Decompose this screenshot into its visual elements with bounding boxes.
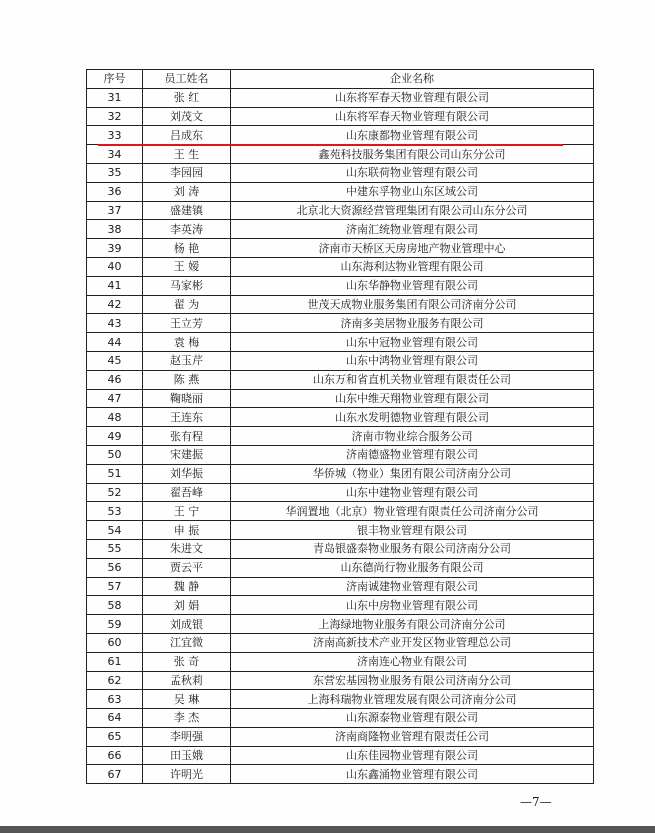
- table-row: [87, 163, 594, 182]
- cell-serial-no: 61: [87, 652, 143, 671]
- cell-employee-name: 张 红: [143, 88, 231, 107]
- cell-company-name: 济南连心物业有限公司: [231, 652, 594, 671]
- cell-company-name: 银丰物业管理有限公司: [231, 521, 594, 540]
- header-serial-no: 序号: [87, 70, 143, 89]
- cell-employee-name: 宋建振: [143, 445, 231, 464]
- table-row: [87, 727, 594, 746]
- table-row: [87, 671, 594, 690]
- cell-serial-no: 37: [87, 201, 143, 220]
- cell-serial-no: 44: [87, 333, 143, 352]
- table-row: [87, 539, 594, 558]
- cell-company-name: 山东佳园物业管理有限公司: [231, 746, 594, 765]
- page-number: —7—: [520, 795, 552, 809]
- cell-company-name: 山东中维天翔物业管理有限公司: [231, 389, 594, 408]
- table-row: [87, 389, 594, 408]
- cell-serial-no: 36: [87, 182, 143, 201]
- table-row: [87, 351, 594, 370]
- table-row: [87, 652, 594, 671]
- table-row: [87, 370, 594, 389]
- cell-serial-no: 48: [87, 408, 143, 427]
- cell-employee-name: 王 嫒: [143, 257, 231, 276]
- cell-company-name: 山东源泰物业管理有限公司: [231, 709, 594, 728]
- cell-company-name: 山东德尚行物业服务有限公司: [231, 558, 594, 577]
- cell-company-name: 济南汇统物业管理有限公司: [231, 220, 594, 239]
- table-row: [87, 257, 594, 276]
- cell-company-name: 上海科瑞物业管理发展有限公司济南分公司: [231, 690, 594, 709]
- table-row: [87, 107, 594, 126]
- cell-employee-name: 李 杰: [143, 709, 231, 728]
- table-row: [87, 464, 594, 483]
- cell-serial-no: 63: [87, 690, 143, 709]
- cell-employee-name: 张有程: [143, 427, 231, 446]
- cell-serial-no: 67: [87, 765, 143, 784]
- cell-company-name: 山东华静物业管理有限公司: [231, 276, 594, 295]
- table-row: [87, 765, 594, 784]
- cell-serial-no: 53: [87, 502, 143, 521]
- cell-serial-no: 39: [87, 239, 143, 258]
- cell-serial-no: 57: [87, 577, 143, 596]
- cell-serial-no: 31: [87, 88, 143, 107]
- cell-serial-no: 64: [87, 709, 143, 728]
- cell-serial-no: 52: [87, 483, 143, 502]
- table-row: [87, 408, 594, 427]
- cell-serial-no: 51: [87, 464, 143, 483]
- cell-company-name: 山东将军春天物业管理有限公司: [231, 107, 594, 126]
- cell-employee-name: 鞠晓丽: [143, 389, 231, 408]
- cell-company-name: 上海绿地物业服务有限公司济南分公司: [231, 615, 594, 634]
- cell-company-name: 青岛银盛泰物业服务有限公司济南分公司: [231, 539, 594, 558]
- cell-employee-name: 朱进文: [143, 539, 231, 558]
- table-row: [87, 521, 594, 540]
- table-row: [87, 201, 594, 220]
- cell-employee-name: 王 生: [143, 145, 231, 164]
- table-row: [87, 220, 594, 239]
- cell-employee-name: 贾云平: [143, 558, 231, 577]
- cell-employee-name: 申 振: [143, 521, 231, 540]
- cell-employee-name: 吕成东: [143, 126, 231, 145]
- cell-serial-no: 65: [87, 727, 143, 746]
- cell-company-name: 山东中鸿物业管理有限公司: [231, 351, 594, 370]
- cell-company-name: 山东水发明德物业管理有限公司: [231, 408, 594, 427]
- cell-employee-name: 翟吾峰: [143, 483, 231, 502]
- cell-serial-no: 66: [87, 746, 143, 765]
- cell-serial-no: 49: [87, 427, 143, 446]
- cell-employee-name: 李园园: [143, 163, 231, 182]
- cell-serial-no: 56: [87, 558, 143, 577]
- header-company-name: 企业名称: [231, 70, 594, 89]
- table-row: [87, 88, 594, 107]
- cell-employee-name: 刘 涛: [143, 182, 231, 201]
- cell-company-name: 东营宏基园物业服务有限公司济南分公司: [231, 671, 594, 690]
- table-row: [87, 615, 594, 634]
- table-row: [87, 276, 594, 295]
- cell-company-name: 山东万和省直机关物业管理有限责任公司: [231, 370, 594, 389]
- cell-serial-no: 45: [87, 351, 143, 370]
- cell-employee-name: 赵玉芹: [143, 351, 231, 370]
- cell-company-name: 中建东孚物业山东区域公司: [231, 182, 594, 201]
- cell-employee-name: 袁 梅: [143, 333, 231, 352]
- cell-company-name: 济南市物业综合服务公司: [231, 427, 594, 446]
- table-row: [87, 427, 594, 446]
- cell-employee-name: 马家彬: [143, 276, 231, 295]
- cell-company-name: 济南诚建物业管理有限公司: [231, 577, 594, 596]
- cell-employee-name: 刘华振: [143, 464, 231, 483]
- cell-employee-name: 翟 为: [143, 295, 231, 314]
- cell-employee-name: 陈 燕: [143, 370, 231, 389]
- cell-serial-no: 60: [87, 633, 143, 652]
- cell-company-name: 华侨城（物业）集团有限公司济南分公司: [231, 464, 594, 483]
- cell-company-name: 济南商隆物业管理有限责任公司: [231, 727, 594, 746]
- cell-company-name: 北京北大资源经营管理集团有限公司山东分公司: [231, 201, 594, 220]
- employee-table: [86, 69, 594, 784]
- cell-serial-no: 40: [87, 257, 143, 276]
- red-highlight-line: [98, 144, 563, 146]
- cell-company-name: 山东联荷物业管理有限公司: [231, 163, 594, 182]
- cell-company-name: 世茂天成物业服务集团有限公司济南分公司: [231, 295, 594, 314]
- table-row: [87, 483, 594, 502]
- cell-employee-name: 魏 静: [143, 577, 231, 596]
- cell-employee-name: 田玉娥: [143, 746, 231, 765]
- cell-company-name: 济南高新技术产业开发区物业管理总公司: [231, 633, 594, 652]
- cell-serial-no: 55: [87, 539, 143, 558]
- cell-employee-name: 王连东: [143, 408, 231, 427]
- table-row: [87, 577, 594, 596]
- cell-company-name: 华润置地（北京）物业管理有限责任公司济南分公司: [231, 502, 594, 521]
- cell-company-name: 济南市天桥区天房房地产物业管理中心: [231, 239, 594, 258]
- cell-employee-name: 盛建镇: [143, 201, 231, 220]
- cell-serial-no: 43: [87, 314, 143, 333]
- cell-serial-no: 46: [87, 370, 143, 389]
- table-row: [87, 596, 594, 615]
- cell-employee-name: 王 宁: [143, 502, 231, 521]
- table-row: [87, 145, 594, 164]
- cell-employee-name: 王立芳: [143, 314, 231, 333]
- cell-employee-name: 吴 琳: [143, 690, 231, 709]
- header-employee-name: 员工姓名: [143, 70, 231, 89]
- table-row: [87, 746, 594, 765]
- cell-employee-name: 杨 艳: [143, 239, 231, 258]
- cell-employee-name: 李英涛: [143, 220, 231, 239]
- table-row: [87, 314, 594, 333]
- table-row: [87, 558, 594, 577]
- table-row: [87, 709, 594, 728]
- cell-employee-name: 刘成银: [143, 615, 231, 634]
- cell-serial-no: 50: [87, 445, 143, 464]
- cell-employee-name: 许明光: [143, 765, 231, 784]
- cell-company-name: 山东海利达物业管理有限公司: [231, 257, 594, 276]
- cell-serial-no: 54: [87, 521, 143, 540]
- cell-serial-no: 34: [87, 145, 143, 164]
- cell-serial-no: 32: [87, 107, 143, 126]
- table-row: [87, 690, 594, 709]
- cell-serial-no: 62: [87, 671, 143, 690]
- table-row: [87, 333, 594, 352]
- table-row: [87, 182, 594, 201]
- table-row: [87, 295, 594, 314]
- cell-employee-name: 李明强: [143, 727, 231, 746]
- cell-company-name: 济南多美居物业服务有限公司: [231, 314, 594, 333]
- cell-company-name: 山东康都物业管理有限公司: [231, 126, 594, 145]
- table-body: [87, 88, 594, 783]
- table-row: [87, 633, 594, 652]
- cell-employee-name: 孟秋莉: [143, 671, 231, 690]
- table-row: [87, 502, 594, 521]
- cell-serial-no: 47: [87, 389, 143, 408]
- table-row: [87, 126, 594, 145]
- cell-serial-no: 59: [87, 615, 143, 634]
- page-bottom-edge: [0, 826, 655, 833]
- cell-company-name: 山东中冠物业管理有限公司: [231, 333, 594, 352]
- cell-company-name: 山东鑫涌物业管理有限公司: [231, 765, 594, 784]
- cell-serial-no: 41: [87, 276, 143, 295]
- cell-company-name: 鑫苑科技服务集团有限公司山东分公司: [231, 145, 594, 164]
- cell-serial-no: 35: [87, 163, 143, 182]
- cell-company-name: 山东将军春天物业管理有限公司: [231, 88, 594, 107]
- cell-serial-no: 33: [87, 126, 143, 145]
- cell-employee-name: 刘 娟: [143, 596, 231, 615]
- cell-company-name: 山东中建物业管理有限公司: [231, 483, 594, 502]
- table-row: [87, 445, 594, 464]
- cell-serial-no: 38: [87, 220, 143, 239]
- cell-employee-name: 刘茂文: [143, 107, 231, 126]
- table-row: [87, 239, 594, 258]
- cell-employee-name: 张 奇: [143, 652, 231, 671]
- cell-company-name: 山东中房物业管理有限公司: [231, 596, 594, 615]
- cell-employee-name: 江宜微: [143, 633, 231, 652]
- cell-serial-no: 58: [87, 596, 143, 615]
- cell-serial-no: 42: [87, 295, 143, 314]
- cell-company-name: 济南德盛物业管理有限公司: [231, 445, 594, 464]
- table-header-row: [87, 70, 594, 89]
